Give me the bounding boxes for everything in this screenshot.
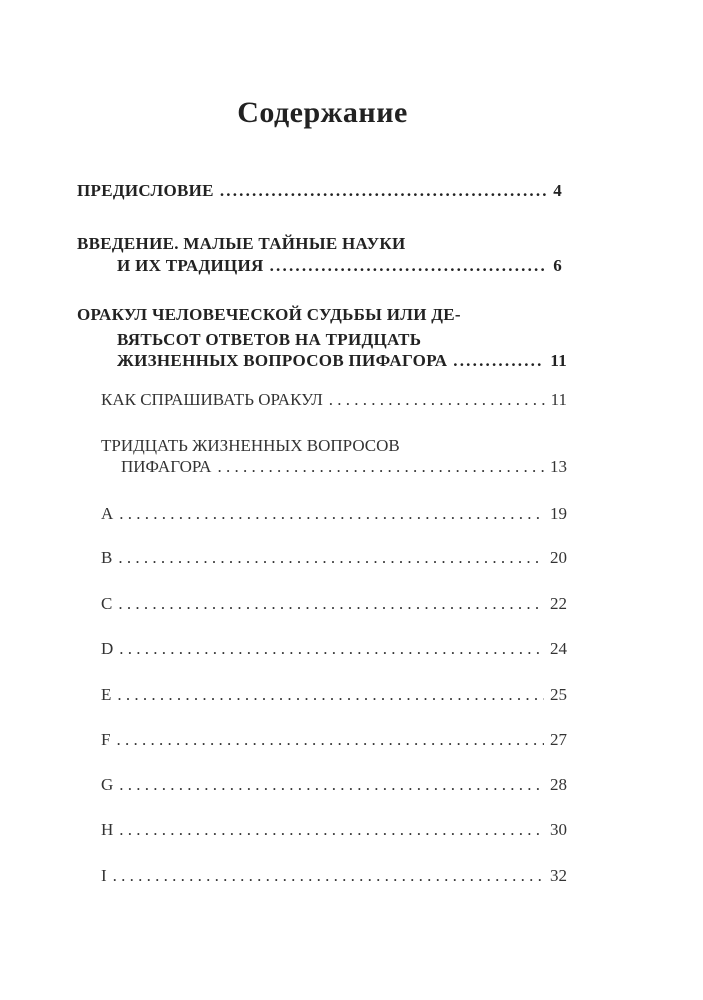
toc-entry-label: E	[101, 685, 112, 704]
toc-entry-how-to-ask[interactable]	[101, 390, 567, 410]
page-title: Содержание	[237, 96, 408, 129]
toc-entry-intro-line1: ВВЕДЕНИЕ. МАЛЫЕ ТАЙНЫЕ НАУКИ	[77, 234, 406, 253]
toc-page-number: 30	[550, 820, 567, 839]
toc-entry-label: H	[101, 820, 114, 839]
toc-entry-oracle[interactable]	[117, 351, 567, 371]
toc-entry-f[interactable]	[101, 730, 567, 750]
leader-dots	[119, 639, 544, 659]
toc-page-number: 22	[550, 594, 567, 613]
toc-entry-oracle-line1: ОРАКУЛ ЧЕЛОВЕЧЕСКОЙ СУДЬБЫ ИЛИ ДЕ-	[77, 305, 461, 324]
toc-entry-label: G	[101, 775, 114, 794]
toc-entry-label: A	[101, 504, 114, 523]
toc-entry-label: ПРЕДИСЛОВИЕ	[77, 181, 214, 200]
toc-page-number: 27	[550, 730, 567, 749]
toc-page-number: 24	[550, 639, 567, 658]
leader-dots	[119, 820, 544, 840]
leader-dots	[118, 548, 544, 568]
toc-entry-label: F	[101, 730, 111, 749]
toc-entry-label: I	[101, 866, 107, 885]
leader-dots	[116, 730, 544, 750]
toc-entry-e[interactable]	[101, 685, 567, 705]
toc-entry-label: C	[101, 594, 113, 613]
leader-dots	[270, 256, 548, 276]
toc-page-number: 11	[550, 390, 567, 409]
toc-entry-a[interactable]	[101, 504, 567, 524]
toc-entry-b[interactable]	[101, 548, 567, 568]
leader-dots	[453, 351, 544, 371]
toc-entry-d[interactable]	[101, 639, 567, 659]
toc-entry-oracle-line2: ВЯТЬСОТ ОТВЕТОВ НА ТРИДЦАТЬ	[117, 330, 422, 349]
toc-entry-label: КАК СПРАШИВАТЬ ОРАКУЛ	[101, 390, 323, 409]
toc-page-number: 32	[550, 866, 567, 885]
toc-entry-label: ПИФАГОРА	[121, 457, 212, 476]
leader-dots	[329, 390, 545, 410]
toc-page-number: 6	[553, 256, 562, 275]
leader-dots	[117, 685, 544, 705]
leader-dots	[217, 457, 544, 477]
toc-entry-preface[interactable]	[77, 181, 562, 201]
toc-page-number: 19	[550, 504, 567, 523]
toc-entry-h[interactable]	[101, 820, 567, 840]
toc-entry-label: D	[101, 639, 114, 658]
toc-page-number: 28	[550, 775, 567, 794]
toc-entry-label: B	[101, 548, 113, 567]
leader-dots	[119, 775, 544, 795]
toc-entry-label: ЖИЗНЕННЫХ ВОПРОСОВ ПИФАГОРА	[117, 351, 448, 370]
toc-entry-i[interactable]	[101, 866, 567, 886]
toc-entry-thirty-line1: ТРИДЦАТЬ ЖИЗНЕННЫХ ВОПРОСОВ	[101, 436, 400, 455]
toc-entry-g[interactable]	[101, 775, 567, 795]
toc-page-number: 25	[550, 685, 567, 704]
leader-dots	[113, 866, 544, 886]
toc-entry-label: И ИХ ТРАДИЦИЯ	[117, 256, 264, 275]
toc-entry-intro[interactable]	[117, 256, 562, 276]
toc-page-number: 20	[550, 548, 567, 567]
toc-page-number: 13	[550, 457, 567, 476]
leader-dots	[220, 181, 547, 201]
leader-dots	[119, 504, 544, 524]
leader-dots	[118, 594, 544, 614]
toc-entry-c[interactable]	[101, 594, 567, 614]
toc-page-number: 4	[553, 181, 562, 200]
toc-page-number: 11	[550, 351, 567, 370]
toc-entry-thirty-questions[interactable]	[121, 457, 567, 477]
